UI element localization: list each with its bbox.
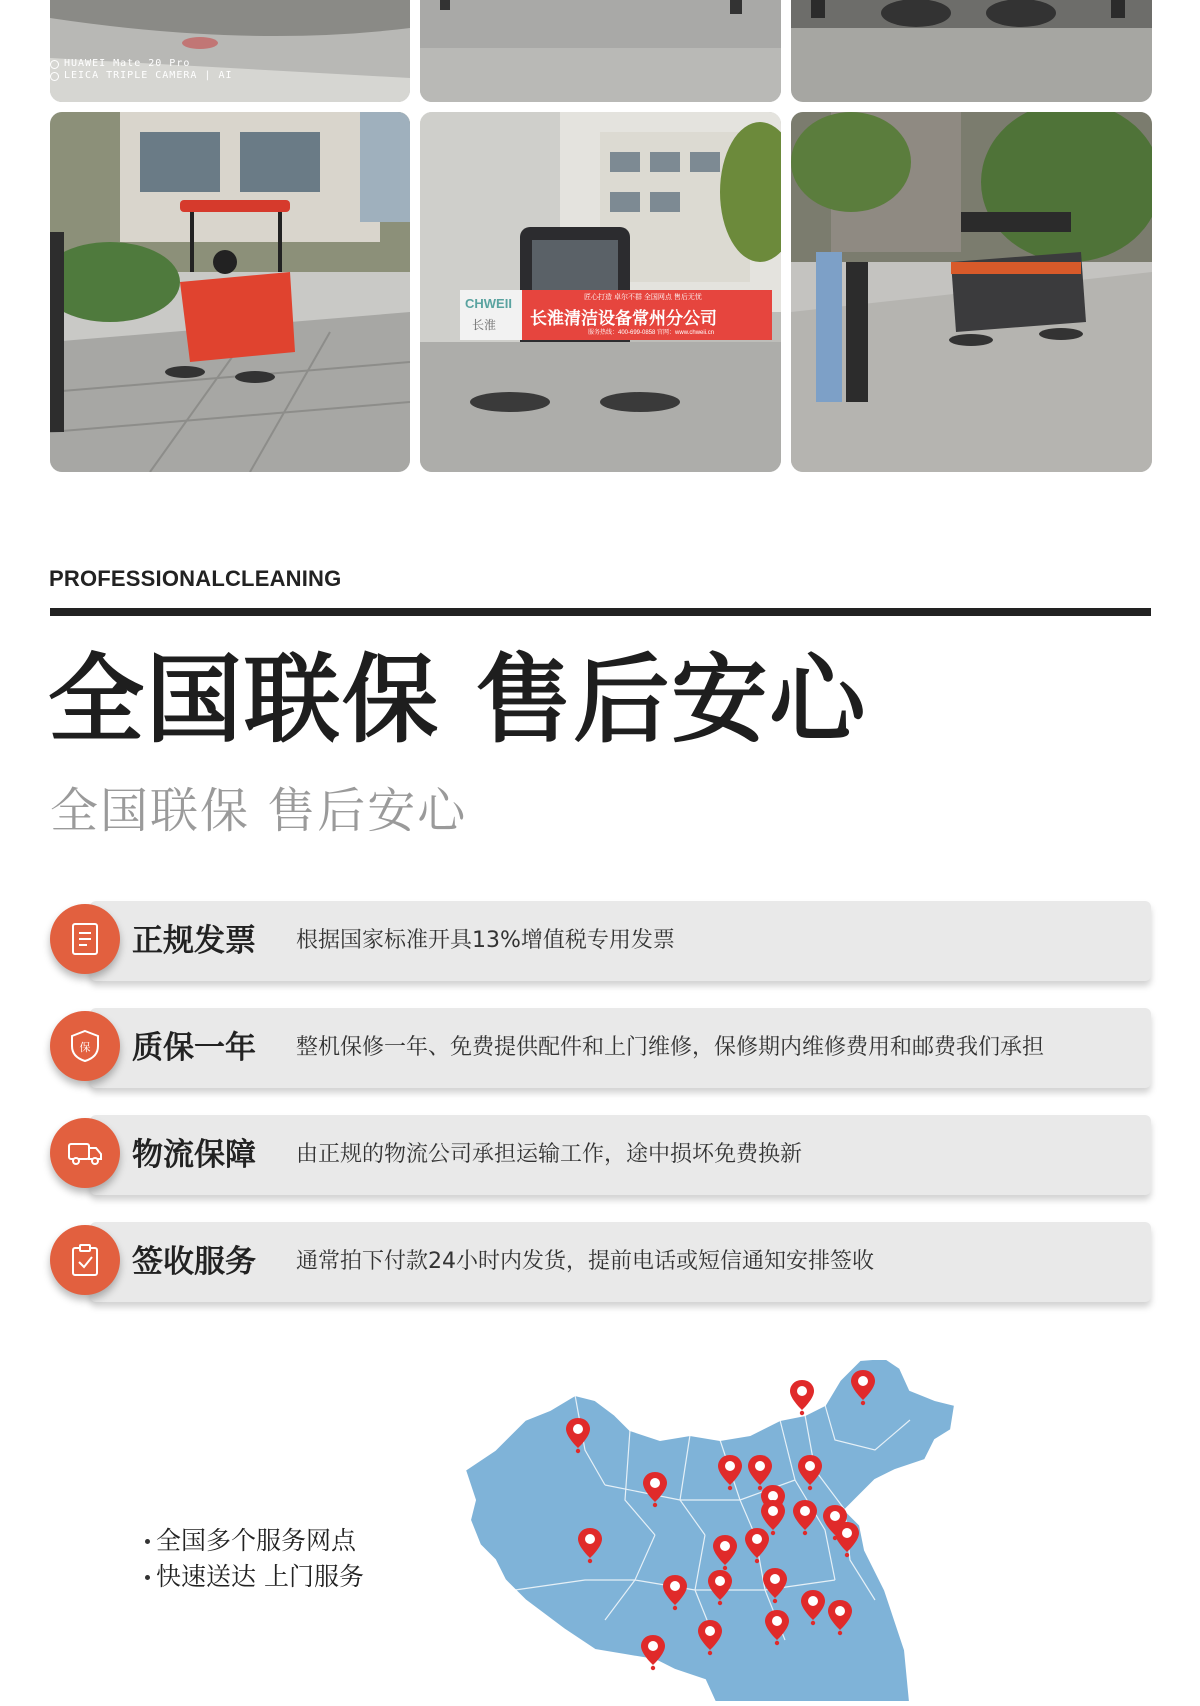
feature-description: 整机保修一年、免费提供配件和上门维修，保修期内维修费用和邮费我们承担 bbox=[296, 1035, 1045, 1060]
svg-text:保: 保 bbox=[79, 1041, 91, 1054]
photo-sweeper-with-banner bbox=[420, 112, 781, 472]
truck-icon bbox=[50, 1118, 120, 1188]
banner-brand-cn: 长淮 bbox=[472, 318, 497, 332]
feature-delivery-signing bbox=[50, 1220, 1151, 1304]
section-label: PROFESSIONALCLEANING bbox=[49, 566, 342, 591]
invoice-icon bbox=[50, 904, 120, 974]
banner-brand-en: CHWEII bbox=[465, 296, 512, 311]
feature-logistics bbox=[50, 1113, 1151, 1197]
banner-title: 长淮清洁设备常州分公司 bbox=[530, 309, 717, 328]
photo-street-top-left bbox=[50, 0, 410, 102]
bullet-item: 全国多个服务网点 bbox=[145, 1523, 364, 1559]
page-subheadline: 全国联保 售后安心 bbox=[50, 783, 468, 839]
bullet-item: 快速送达 上门服务 bbox=[145, 1559, 364, 1595]
feature-warranty bbox=[50, 1006, 1151, 1090]
feature-title: 正规发票 bbox=[132, 923, 256, 959]
banner-slogan: 匠心打造 卓尔不群 全国网点 售后无忧 bbox=[584, 294, 702, 301]
photo-sweeper-residential bbox=[791, 112, 1152, 472]
feature-invoice bbox=[50, 899, 1151, 983]
photo-sweeper-top-right bbox=[791, 0, 1152, 102]
banner-contact: 服务热线：400-699-0858 官网：www.chweii.cn bbox=[588, 330, 715, 336]
camera-watermark: HUAWEI Mate 20 Pro LEICA TRIPLE CAMERA | AI bbox=[50, 58, 233, 82]
feature-title: 质保一年 bbox=[132, 1030, 256, 1066]
feature-description: 根据国家标准开具13%增值税专用发票 bbox=[296, 928, 675, 953]
feature-title: 签收服务 bbox=[132, 1244, 256, 1280]
section-divider bbox=[50, 608, 1151, 616]
feature-title: 物流保障 bbox=[132, 1137, 256, 1173]
company-banner bbox=[460, 290, 772, 340]
feature-description: 由正规的物流公司承担运输工作，途中损坏免费换新 bbox=[296, 1142, 803, 1167]
warranty-shield-icon bbox=[50, 1011, 120, 1081]
service-bullets bbox=[145, 1523, 364, 1595]
service-network-map bbox=[455, 1360, 1015, 1702]
photo-road-top-middle bbox=[420, 0, 781, 102]
page-headline: 全国联保 售后安心 bbox=[48, 644, 868, 756]
china-map-shape bbox=[465, 1360, 955, 1702]
clipboard-check-icon bbox=[50, 1225, 120, 1295]
photo-red-sweeper-plaza bbox=[50, 112, 410, 472]
feature-description: 通常拍下付款24小时内发货，提前电话或短信通知安排签收 bbox=[296, 1249, 874, 1274]
